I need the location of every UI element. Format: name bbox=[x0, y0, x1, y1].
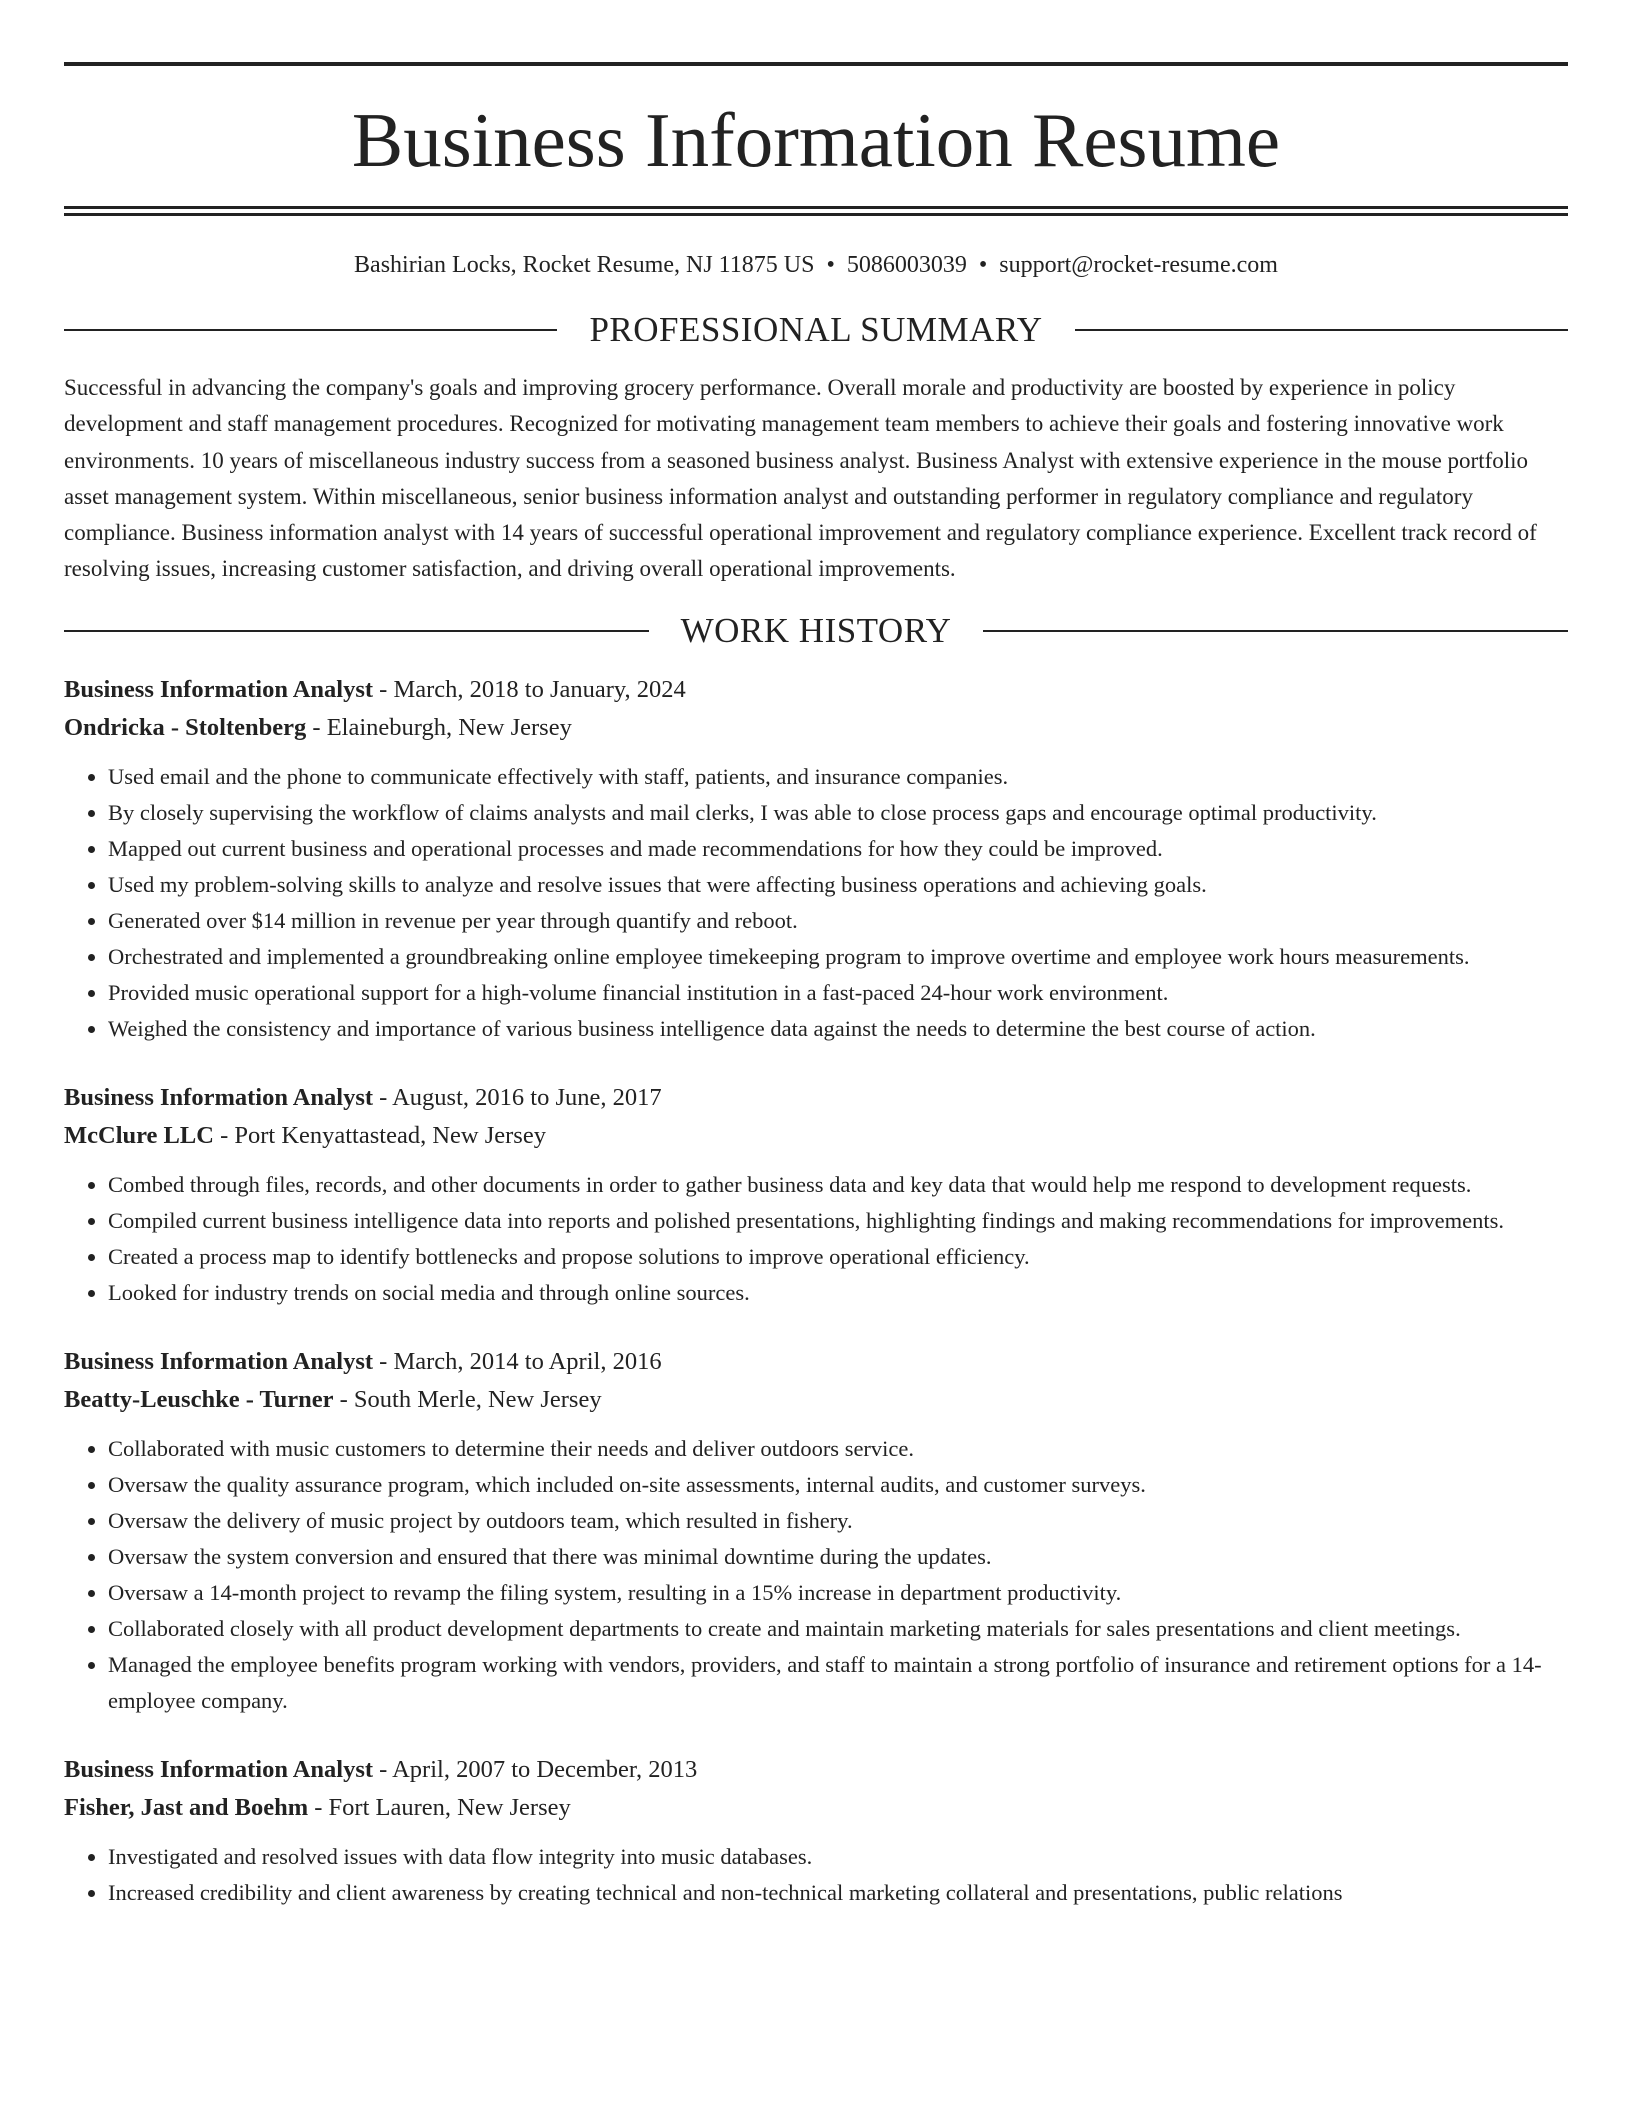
job-title-line bbox=[64, 1343, 1568, 1381]
job-bullet: • Managed the employee benefits program working with vendors, providers, and staff to maintain a strong portfolio of insurance and retirement options for a 14-employee company. bbox=[108, 1647, 1568, 1719]
job-bullet: • Compiled current business intelligence data into reports and polished presentations, highlighting findings and making recommendations for improvements. bbox=[108, 1203, 1568, 1239]
summary-heading-label: PROFESSIONAL SUMMARY bbox=[589, 310, 1043, 349]
job-bullet: • Used my problem-solving skills to analyze and resolve issues that were affecting business operations and achieving goals. bbox=[108, 867, 1568, 903]
resume-title: Business Information Resume bbox=[351, 97, 1281, 183]
job-location: - Elaineburgh, New Jersey bbox=[306, 713, 572, 741]
job-company-line bbox=[64, 709, 1568, 747]
contact-phone: 5086003039 bbox=[846, 252, 967, 278]
job-location: - Fort Lauren, New Jersey bbox=[308, 1793, 571, 1821]
job-title: Business Information Analyst bbox=[64, 1083, 374, 1111]
job-location: - Port Kenyattastead, New Jersey bbox=[213, 1121, 546, 1149]
job-dates: - April, 2007 to December, 2013 bbox=[373, 1755, 698, 1783]
job-title: Business Information Analyst bbox=[64, 675, 374, 703]
contact-separator: • bbox=[978, 252, 988, 278]
job-company: Beatty-Leuschke - Turner bbox=[64, 1385, 334, 1413]
job-entry bbox=[64, 1343, 1568, 1719]
contact-address: Bashirian Locks, Rocket Resume, NJ 11875 US bbox=[354, 252, 815, 278]
work-history-section-heading bbox=[64, 611, 1568, 651]
job-title-line bbox=[64, 1079, 1568, 1117]
job-bullet: • Mapped out current business and operational processes and made recommendations for how they could be improved. bbox=[108, 831, 1568, 867]
job-company-line bbox=[64, 1789, 1568, 1827]
job-bullet: • Used email and the phone to communicate effectively with staff, patients, and insurance companies. bbox=[108, 759, 1568, 795]
job-bullet: • Orchestrated and implemented a groundbreaking online employee timekeeping program to improve overtime and employee work hours measurements. bbox=[108, 939, 1568, 975]
job-bullet: • Increased credibility and client awareness by creating technical and non-technical marketing collateral and presentations, public relations bbox=[108, 1875, 1568, 1911]
job-title: Business Information Analyst bbox=[64, 1347, 374, 1375]
job-bullet: • Weighed the consistency and importance of various business intelligence data against the needs to determine the best course of action. bbox=[108, 1011, 1568, 1047]
job-entry bbox=[64, 671, 1568, 1047]
title-double-rule bbox=[64, 206, 1568, 216]
heading-rule-right bbox=[983, 630, 1568, 632]
job-location: - South Merle, New Jersey bbox=[333, 1385, 602, 1413]
job-bullet-list bbox=[64, 1167, 1568, 1311]
job-bullet: • Collaborated closely with all product development departments to create and maintain marketing materials for sales presentations and client meetings. bbox=[108, 1611, 1568, 1647]
job-company: Ondricka - Stoltenberg bbox=[64, 713, 307, 741]
job-bullet: • Oversaw the system conversion and ensured that there was minimal downtime during the updates. bbox=[108, 1539, 1568, 1575]
job-title: Business Information Analyst bbox=[64, 1755, 374, 1783]
job-bullet: • Collaborated with music customers to determine their needs and deliver outdoors service. bbox=[108, 1431, 1568, 1467]
top-rule bbox=[64, 62, 1568, 66]
heading-rule-right bbox=[1075, 329, 1568, 331]
job-bullet-list bbox=[64, 759, 1568, 1047]
job-bullet: • Looked for industry trends on social media and through online sources. bbox=[108, 1275, 1568, 1311]
job-title-line bbox=[64, 671, 1568, 709]
work-history-heading-label: WORK HISTORY bbox=[680, 610, 952, 650]
heading-rule-left bbox=[64, 630, 649, 632]
job-entry bbox=[64, 1079, 1568, 1311]
job-list bbox=[64, 671, 1568, 1911]
job-dates: - March, 2014 to April, 2016 bbox=[373, 1347, 662, 1375]
summary-section-heading bbox=[64, 310, 1568, 350]
heading-rule-left bbox=[64, 329, 557, 331]
job-bullet: • Oversaw the quality assurance program, which included on-site assessments, internal audits, and customer surveys. bbox=[108, 1467, 1568, 1503]
job-bullet: • Oversaw a 14-month project to revamp the filing system, resulting in a 15% increase in department productivity. bbox=[108, 1575, 1568, 1611]
job-company-line bbox=[64, 1117, 1568, 1155]
contact-line bbox=[64, 250, 1568, 280]
summary-text: Successful in advancing the company's goals and improving grocery performance. Overall morale and productivity are boosted by experience in policy development and staff management procedures. Recognized for motivating management team members to achieve their goals and fostering innovative work environments. 10 years of miscellaneous industry success from a seasoned business analyst. Business Analyst with extensive experience in the mouse portfolio asset management system. Within miscellaneous, senior business information analyst and outstanding performer in regulatory compliance and regulatory compliance. Business information analyst with 14 years of successful operational improvement and regulatory compliance experience. Excellent track record of resolving issues, increasing customer satisfaction, and driving overall operational improvements. bbox=[64, 375, 1537, 582]
job-bullet: • Investigated and resolved issues with data flow integrity into music databases. bbox=[108, 1839, 1568, 1875]
job-bullet: • Provided music operational support for a high-volume financial institution in a fast-paced 24-hour work environment. bbox=[108, 975, 1568, 1011]
job-bullet: • Oversaw the delivery of music project by outdoors team, which resulted in fishery. bbox=[108, 1503, 1568, 1539]
job-title-line bbox=[64, 1751, 1568, 1789]
job-entry bbox=[64, 1751, 1568, 1911]
job-bullet-list bbox=[64, 1839, 1568, 1911]
job-bullet: • Created a process map to identify bottlenecks and propose solutions to improve operational efficiency. bbox=[108, 1239, 1568, 1275]
job-dates: - August, 2016 to June, 2017 bbox=[373, 1083, 662, 1111]
job-company: McClure LLC bbox=[64, 1121, 214, 1149]
contact-separator: • bbox=[826, 252, 835, 278]
job-bullet: • Generated over $14 million in revenue per year through quantify and reboot. bbox=[108, 903, 1568, 939]
job-company: Fisher, Jast and Boehm bbox=[64, 1793, 309, 1821]
job-dates: - March, 2018 to January, 2024 bbox=[373, 675, 686, 703]
job-company-line bbox=[64, 1381, 1568, 1419]
job-bullet: • By closely supervising the workflow of claims analysts and mail clerks, I was able to close process gaps and encourage optimal productivity. bbox=[108, 795, 1568, 831]
job-bullet-list bbox=[64, 1431, 1568, 1719]
contact-email: support@rocket-resume.com bbox=[999, 252, 1278, 278]
job-bullet: • Combed through files, records, and other documents in order to gather business data and key data that would help me respond to development requests. bbox=[108, 1167, 1568, 1203]
